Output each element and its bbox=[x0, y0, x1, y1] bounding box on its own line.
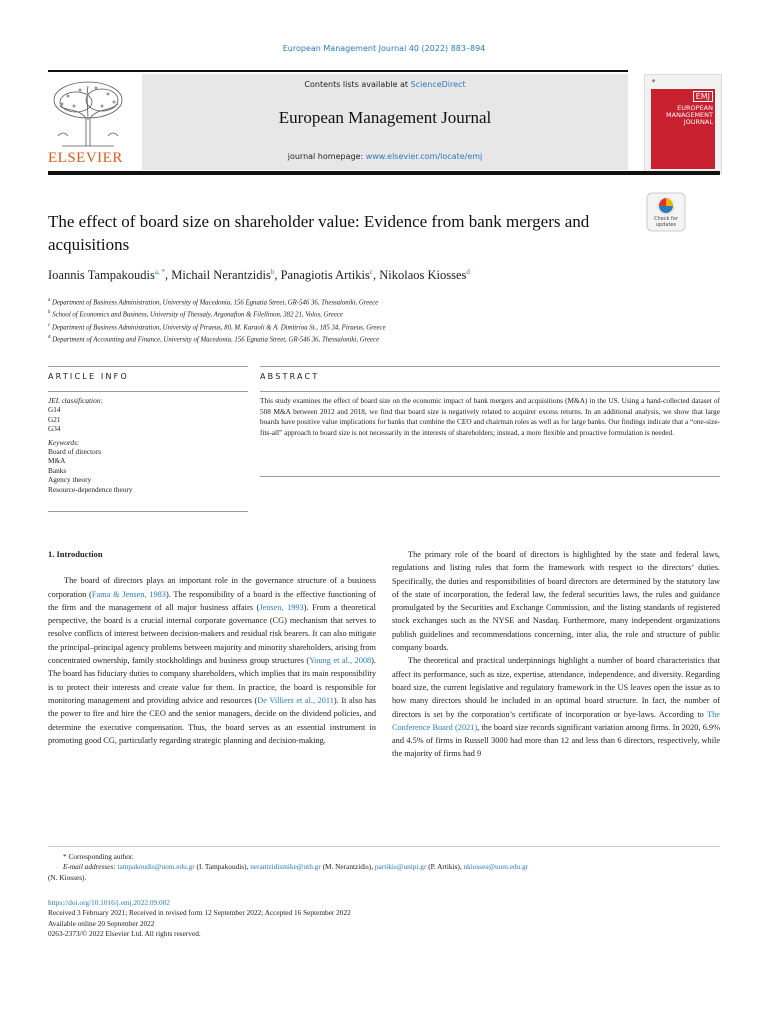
cover-title bbox=[653, 105, 713, 126]
text-run: The board of directors plays an important role in the governance structure of a business corporation ( bbox=[48, 576, 376, 599]
footnotes bbox=[48, 852, 720, 883]
text-run: ). It also has the power to fire and hire the CEO and the senior managers, decide on the dividend policies, and determine the executive compensation. Thus, the board serves as an essential instrument in promoting good CG, particularly regarding strategic planning and decision-making. bbox=[48, 695, 376, 745]
author-name: Nikolaos Kiosses bbox=[379, 268, 467, 283]
text-run: ). The responsibility of a board is the effective functioning of the firm and the management of all major business affairs ( bbox=[48, 589, 376, 612]
author-affiliation-marker[interactable]: d bbox=[466, 268, 470, 276]
keyword: Board of directors bbox=[48, 447, 102, 457]
body-paragraph: The primary role of the board of directors is highlighted by the state and federal laws, regulations and listing rules that form the framework with respect to the directors’ duties. Specifically, the duties and responsibilities of board directors are determined by the statutory law of the state of incorporation, the federal law, the federal securities laws, the rules and guidance promulgated by the Securities and Exchange Commission, and the listing standards of registered stock exchanges such as the NYSE and Nasdaq. Furthermore, many independent organizations publish guidelines and recommendations concerning, inter alia, the role and structure of public company boards. bbox=[392, 550, 720, 653]
journal-citation[interactable]: European Management Journal 40 (2022) 883–894 bbox=[282, 44, 486, 53]
abstract-text: This study examines the effect of board size on the economic impact of bank mergers and acquisitions (M&A) in the US. Using a hand-collected dataset of 508 M&A between 2012 and 2018, we find that board size is negatively related to acquirer excess returns. In an additional analysis, we show that large boards have positive value implications for banks that combine the CEO and chairman roles as well as for large banks. Our findings indicate that a “one-size-fits-all” approach to board size is not necessarily in the interests of shareholders; instead, a more flexible and proactive formulation is needed. bbox=[260, 396, 720, 438]
affiliation-item bbox=[48, 308, 728, 320]
article-info bbox=[48, 396, 248, 494]
divider bbox=[48, 846, 720, 847]
keywords-label: Keywords: bbox=[48, 437, 80, 447]
publication-info bbox=[48, 898, 720, 940]
email-link[interactable]: nerantzidismike@uth.gr bbox=[250, 862, 321, 872]
copyright: 0263-2373/© 2022 Elsevier Ltd. All rights reserved. bbox=[48, 929, 201, 939]
contents-line bbox=[142, 80, 628, 89]
body-paragraph bbox=[48, 574, 376, 747]
sciencedirect-link[interactable]: ScienceDirect bbox=[410, 80, 466, 89]
affiliation-item bbox=[48, 333, 728, 345]
keyword: Agency theory bbox=[48, 475, 92, 485]
divider bbox=[48, 366, 248, 367]
affiliation-marker: b bbox=[48, 310, 51, 316]
cover-badge: EMJ bbox=[693, 91, 713, 102]
text-run: ). From a theoretical perspective, the board is a crucial internal corporate governance (CG) mechanism that serves to resolve conflicts of interest between decision-makers and residual risk bearers. It can also mitigate the principal–principal agency problems between majority and minority shareholders, arising from concentrated ownership, family stockholdings and business group structures ( bbox=[48, 602, 376, 666]
abstract-heading: ABSTRACT bbox=[260, 372, 320, 381]
cover-title-line: JOURNAL bbox=[683, 118, 713, 126]
email-owner: (I. Tampakoudis), bbox=[194, 862, 251, 872]
citation-link[interactable]: The Conference Board (2021) bbox=[392, 709, 720, 732]
author-name: Ioannis Tampakoudis bbox=[48, 268, 155, 283]
divider bbox=[260, 391, 720, 392]
affiliation-text: Department of Business Administration, University of Macedonia, 156 Egnatia Street, GR-546 36, Thessaloniki, Greece bbox=[51, 299, 379, 307]
keyword: Banks bbox=[48, 465, 67, 475]
homepage-link[interactable]: www.elsevier.com/locate/emj bbox=[365, 152, 483, 161]
cover-title-line: EUROPEAN bbox=[677, 104, 713, 112]
body-right-column bbox=[392, 548, 720, 761]
email-link[interactable]: partikis@unipi.gr bbox=[374, 862, 427, 872]
header-divider bbox=[48, 171, 720, 175]
body-paragraph bbox=[392, 654, 720, 760]
author-affiliation-marker[interactable]: c bbox=[369, 268, 373, 276]
text-run: ). The board has fiduciary duties to company shareholders, which implies that its main responsibility is to protect their interests and create value for them. In practice, the board is responsible for monitoring management and providing advice and resources ( bbox=[48, 656, 376, 705]
journal-title: European Management Journal bbox=[278, 108, 492, 127]
affiliation-text: Department of Accounting and Finance, University of Macedonia, 156 Egnatia Street, GR-546 36, Thessaloniki, Greece bbox=[52, 336, 380, 344]
citation-link[interactable]: Young et al., 2008 bbox=[309, 656, 372, 666]
corresponding-note: * Corresponding author. bbox=[63, 852, 134, 861]
divider bbox=[260, 476, 720, 477]
jel-label: JEL classification: bbox=[48, 396, 103, 405]
keyword: Resource-dependence theory bbox=[48, 484, 133, 494]
author-list: Ioannis Tampakoudis$^{a, *}$, Michail Nerantzidis$^b$, Panagiotis Artikis$^c$, Nikolaos Kiosses$^d$ bbox=[48, 268, 470, 283]
check-for-updates-button[interactable] bbox=[646, 192, 686, 232]
author-name: Panagiotis Artikis bbox=[280, 268, 370, 283]
journal-cover bbox=[644, 74, 722, 174]
affiliation-item bbox=[48, 296, 728, 308]
homepage-prefix: journal homepage: bbox=[287, 152, 366, 161]
email-link[interactable]: tampakoudis@uom.edu.gr bbox=[117, 862, 195, 872]
email-label: E-mail addresses: bbox=[63, 862, 116, 872]
doi-link[interactable]: https://doi.org/10.1016/j.emj.2022.09.002 bbox=[48, 898, 170, 907]
affiliation-marker: c bbox=[48, 322, 51, 328]
divider bbox=[48, 391, 248, 392]
affiliation-text: Department of Business Administration, University of Piraeus, 80, M. Karaoli & A. Dimitriou St., 185 34, Piraeus, Greece bbox=[51, 323, 386, 331]
citation-link[interactable]: Fama & Jensen, 1983 bbox=[91, 589, 166, 599]
affiliation-marker: a bbox=[48, 298, 51, 303]
email-owner: (M. Nerantzidis), bbox=[320, 862, 375, 872]
text-run: , the board size records significant variation among firms. In 2020, 6.9% and 4.5% of firms in Russell 3000 had more than 12 and less than 6 directors, respectively, while the majority of firms had 9 bbox=[392, 722, 720, 759]
homepage-line bbox=[142, 152, 628, 161]
body-left-column bbox=[48, 548, 376, 747]
author-affiliation-marker[interactable]: a, * bbox=[154, 268, 165, 276]
article-title: The effect of board size on shareholder value: Evidence from bank mergers and acquisitions bbox=[48, 212, 590, 254]
author-affiliation-marker[interactable]: b bbox=[270, 268, 275, 276]
text-run: The theoretical and practical underpinnings highlight a number of board characteristics that affect its performance, such as size, expertise, attendance, independence, and diversity. Regarding board size, the current legislative and regulatory framework in the US leaves open the issue as to how many directors should be included in an optimal board structure. In fact, the number of directors is set by the corporation’s certificate of incorporation or bye-laws. According to bbox=[392, 656, 720, 719]
email-note bbox=[48, 862, 720, 872]
received-dates: Received 3 February 2021; Received in revised form 12 September 2022; Accepted 16 September 2022 bbox=[48, 908, 351, 918]
online-date: Available online 20 September 2022 bbox=[48, 918, 155, 928]
cover-title-line: MANAGEMENT bbox=[666, 111, 713, 119]
publisher-logo-text: ELSEVIER bbox=[48, 150, 123, 166]
divider bbox=[260, 366, 720, 367]
article-info-heading: ARTICLE INFO bbox=[48, 372, 129, 381]
check-for-updates-label: Check for updates bbox=[654, 216, 678, 228]
citation-link[interactable]: Jensen, 1993 bbox=[259, 602, 304, 612]
email-tail: (N. Kiosses). bbox=[48, 872, 87, 882]
divider bbox=[48, 70, 628, 72]
affiliations bbox=[48, 296, 728, 345]
affiliation-marker: d bbox=[48, 334, 51, 340]
jel-code: G21 bbox=[48, 414, 61, 424]
author-name: Michail Nerantzidis bbox=[171, 268, 271, 283]
email-owner: (P. Artikis), bbox=[426, 862, 464, 872]
contents-prefix: Contents lists available at bbox=[304, 80, 411, 89]
section-heading: 1. Introduction bbox=[48, 549, 103, 559]
divider bbox=[48, 511, 248, 512]
email-link[interactable]: nkiosses@uom.edu.gr bbox=[463, 862, 529, 872]
citation-link[interactable]: De Villiers et al., 2011 bbox=[257, 695, 334, 705]
keyword: M&A bbox=[48, 456, 66, 466]
affiliation-text: School of Economics and Business, University of Thessaly, Argonafton & Filellinon, 382 21, Volos, Greece bbox=[52, 311, 343, 319]
cover-publisher-icon: ✷ bbox=[651, 78, 657, 85]
jel-code: G34 bbox=[48, 424, 61, 434]
jel-code: G14 bbox=[48, 405, 61, 415]
affiliation-item bbox=[48, 321, 728, 333]
